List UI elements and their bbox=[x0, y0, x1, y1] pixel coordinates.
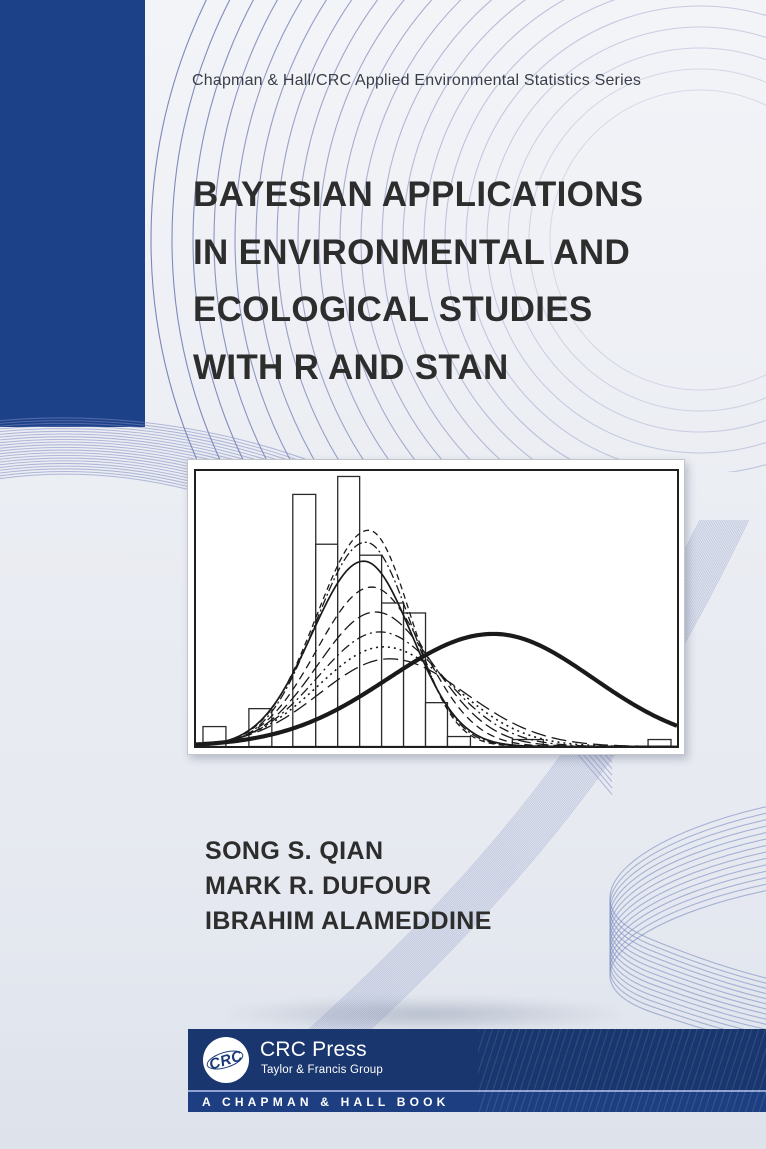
histogram-bar bbox=[426, 703, 448, 747]
book-title bbox=[193, 166, 733, 396]
crc-press-logo bbox=[203, 1037, 249, 1083]
left-navy-panel bbox=[0, 0, 145, 427]
book-title-line: BAYESIAN APPLICATIONS bbox=[193, 175, 644, 214]
author-name: SONG S. QIAN bbox=[205, 837, 384, 865]
book-title-line: IN ENVIRONMENTAL AND bbox=[193, 232, 631, 272]
publisher-bar-stripe-texture bbox=[478, 1029, 766, 1112]
book-title-line: ECOLOGICAL STUDIES bbox=[193, 290, 593, 329]
crc-logo-text: CRC bbox=[207, 1047, 245, 1074]
publisher-group: Taylor & Francis Group bbox=[261, 1064, 383, 1076]
publisher-bar bbox=[188, 1029, 766, 1112]
histogram-bar bbox=[447, 737, 470, 747]
series-title: Chapman & Hall/CRC Applied Environmental Statistics Series bbox=[192, 72, 642, 89]
chart-svg bbox=[194, 469, 679, 748]
book-title-line: WITH R AND STAN bbox=[193, 347, 509, 387]
imprint-banner: A CHAPMAN & HALL BOOK bbox=[202, 1095, 450, 1109]
author-name: IBRAHIM ALAMEDDINE bbox=[205, 907, 492, 935]
histogram-bar bbox=[648, 740, 671, 747]
histogram-bar bbox=[360, 555, 382, 746]
authors bbox=[205, 834, 625, 939]
cover-figure-panel bbox=[187, 459, 685, 755]
author-name: MARK R. DUFOUR bbox=[205, 872, 432, 900]
publisher-name: CRC Press bbox=[260, 1038, 367, 1061]
histogram-bar bbox=[293, 494, 316, 746]
